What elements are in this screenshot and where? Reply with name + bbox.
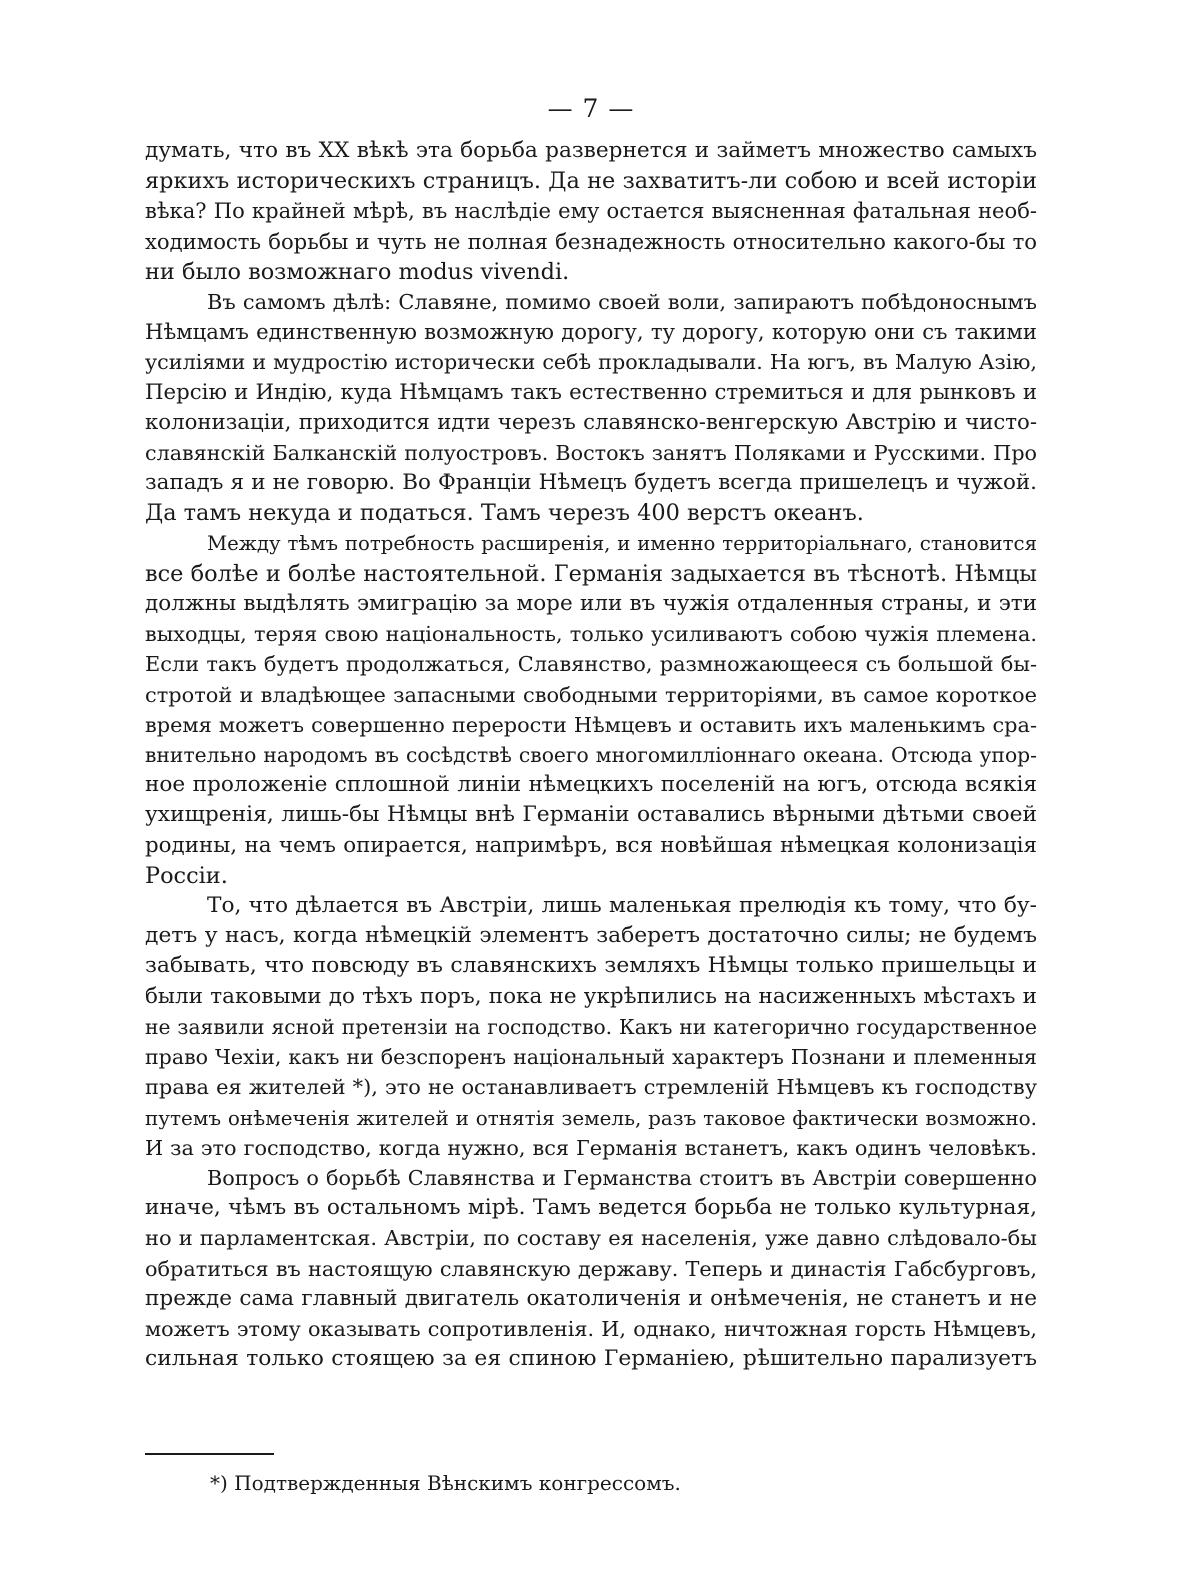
text-line: Если такъ будетъ продолжаться, Славянство, размножающееся съ большой бы- bbox=[145, 652, 1037, 677]
text-line: То, что дѣлается въ Австріи, лишь маленькая прелюдія къ тому, что бу- bbox=[207, 893, 1037, 919]
text-line: родины, на чемъ опирается, напримѣръ, вся новѣйшая нѣмецкая колонизація bbox=[145, 832, 1037, 858]
text-line: ни было возможнаго modus vivendi. bbox=[145, 258, 570, 285]
text-line: иначе, чѣмъ въ остальномъ мірѣ. Тамъ ведется борьба не только культурная, bbox=[145, 1195, 1037, 1221]
text-line: обратиться въ настоящую славянскую державу. Теперь и династія Габсбурговъ, bbox=[145, 1256, 1037, 1281]
text-line: яркихъ историческихъ страницъ. Да не захватитъ-ли собою и всей исторіи bbox=[145, 168, 1037, 195]
text-line: усиліями и мудростію исторически себѣ прокладывали. На югъ, въ Малую Азію, bbox=[145, 350, 1037, 375]
text-line: можетъ этому оказывать сопротивленія. И, однако, ничтожная горсть Нѣмцевъ, bbox=[145, 1316, 1037, 1341]
text-line: ное проложеніе сплошной линіи нѣмецкихъ поселеній на югъ, отсюда всякія bbox=[145, 772, 1037, 798]
text-line: права ея жителей *), это не останавливаетъ стремленій Нѣмцевъ къ господству bbox=[145, 1075, 1037, 1100]
text-line: забывать, что повсюду въ славянскихъ земляхъ Нѣмцы только пришельцы и bbox=[145, 953, 1037, 979]
text-line: ходимость борьбы и чуть не полная безнадежность относительно какого-бы то bbox=[145, 228, 1037, 254]
text-line: Между тѣмъ потребность расширенія, и именно территоріальнаго, становится bbox=[207, 531, 1037, 555]
text-line: детъ у насъ, когда нѣмецкій элементъ заберетъ достаточно силы; не будемъ bbox=[145, 923, 1037, 949]
text-line: западъ я и не говорю. Во Франціи Нѣмецъ будетъ всегда пришелецъ и чужой. bbox=[145, 470, 1037, 496]
text-line: но и парламентская. Австріи, по составу ея населенія, уже давно слѣдовало-бы bbox=[145, 1226, 1037, 1251]
text-line: не заявили ясной претензіи на господство. Какъ ни категорично государственное bbox=[145, 1014, 1037, 1039]
text-line: выходцы, теряя свою національность, только усиливаютъ собою чужія племена. bbox=[145, 622, 1037, 647]
footnote-divider bbox=[145, 1453, 274, 1455]
page-number: — 7 — bbox=[547, 94, 635, 123]
text-line: все болѣе и болѣе настоятельной. Германія задыхается въ тѣснотѣ. Нѣмцы bbox=[145, 560, 1037, 587]
page bbox=[145, 92, 1037, 1374]
text-line: Вопросъ о борьбѣ Славянства и Германства стоитъ въ Австріи совершенно bbox=[207, 1165, 1037, 1190]
text-line: Россіи. bbox=[145, 862, 228, 889]
text-line: прежде сама главный двигатель окатоличенія и онѣмеченія, не станетъ и не bbox=[145, 1285, 1037, 1311]
text-line: вѣка? По крайней мѣрѣ, въ наслѣдіе ему остается выясненная фатальная необ- bbox=[145, 198, 1037, 224]
body-text bbox=[145, 136, 1037, 1374]
text-line: Въ самомъ дѣлѣ: Славяне, помимо своей воли, запираютъ побѣдоноснымъ bbox=[207, 290, 1037, 315]
text-line: Да тамъ некуда и податься. Тамъ черезъ 400 верстъ океанъ. bbox=[145, 500, 864, 527]
text-line: право Чехіи, какъ ни безспоренъ національный характеръ Познани и племенныя bbox=[145, 1045, 1037, 1070]
text-line: славянскій Балканскій полуостровъ. Востокъ занятъ Поляками и Русскими. Про bbox=[145, 441, 1037, 466]
text-line: время можетъ совершенно перерости Нѣмцевъ и оставить ихъ маленькимъ сра- bbox=[145, 712, 1037, 737]
text-line: должны выдѣлять эмиграцію за море или въ чужія отдаленныя страны, и эти bbox=[145, 591, 1037, 617]
text-line: сильная только стоящею за ея спиною Германіею, рѣшительно парализуетъ bbox=[145, 1346, 1037, 1372]
text-line: путемъ онѣмеченія жителей и отнятія земель, разъ таковое фактически возможно. bbox=[145, 1105, 1037, 1130]
text-line: стротой и владѣющее запасными свободными территоріями, въ самое короткое bbox=[145, 682, 1037, 707]
footnote: *) Подтвержденныя Вѣнскимъ конгрессомъ. bbox=[210, 1471, 681, 1495]
text-line: были таковыми до тѣхъ поръ, пока не укрѣпились на насиженныхъ мѣстахъ и bbox=[145, 983, 1037, 1009]
text-line: внительно народомъ въ сосѣдствѣ своего многомилліоннаго океана. Отсюда упор- bbox=[145, 743, 1037, 768]
text-line: ухищренія, лишь-бы Нѣмцы внѣ Германіи оставались вѣрными дѣтьми своей bbox=[145, 802, 1037, 828]
text-line: колонизаціи, приходится идти черезъ славянско-венгерскую Австрію и чисто- bbox=[145, 409, 1037, 435]
text-line: Нѣмцамъ единственную возможную дорогу, ту дорогу, которую они съ такими bbox=[145, 319, 1037, 345]
text-line: И за это господство, когда нужно, вся Германія встанетъ, какъ одинъ человѣкъ. bbox=[145, 1135, 1037, 1160]
text-line: думать, что въ XX вѣкѣ эта борьба развернется и займетъ множество самыхъ bbox=[145, 138, 1037, 163]
text-line: Персію и Индію, куда Нѣмцамъ такъ естественно стремиться и для рынковъ и bbox=[145, 379, 1037, 405]
